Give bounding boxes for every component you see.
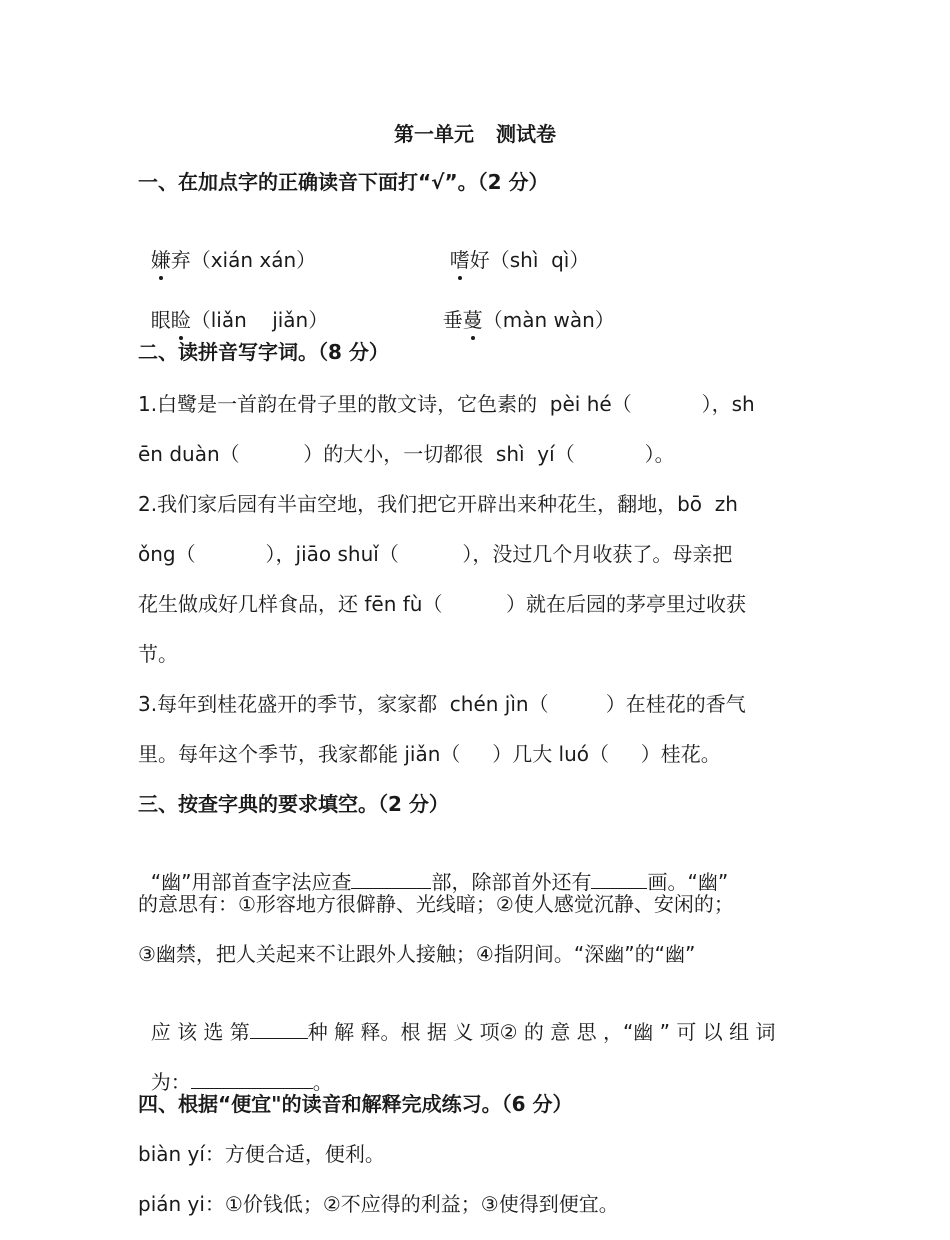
s3-text: 应 该 选 第 <box>150 1020 250 1044</box>
s3-line-2: 的意思有：①形容地方很僻静、光线暗；②使人感觉沉静、安闲的； <box>138 892 734 916</box>
s1-item-1[interactable] <box>138 218 316 274</box>
s4-line-2: pián yi：①价钱低；②不应得的利益；③使得到便宜。 <box>138 1192 619 1216</box>
s4-line-1: biàn yí：方便合适，便利。 <box>138 1142 385 1166</box>
s2-line[interactable]: 3.每年到桂花盛开的季节，家家都 chén jìn（ ）在桂花的香气 <box>138 692 746 716</box>
s1-item-2[interactable] <box>437 218 589 274</box>
dotted-char: 嗜 <box>449 248 470 272</box>
page-title <box>0 118 950 147</box>
s3-text: 。 <box>312 1070 333 1094</box>
s3-line-5 <box>138 1040 333 1096</box>
s3-line-1 <box>138 840 728 896</box>
answer-blank-strokes[interactable] <box>591 868 647 889</box>
s2-line[interactable]: ǒng（ ），jiāo shuǐ（ ），没过几个月收获了。母亲把 <box>138 542 733 566</box>
s2-line: 节。 <box>138 642 178 666</box>
title-test: 测试卷 <box>496 122 556 146</box>
answer-blank-meaning[interactable] <box>250 1018 308 1039</box>
s3-text: 部，除部首外还有 <box>431 870 592 894</box>
s1-item-4-pre: 垂 <box>442 308 463 332</box>
section-1-heading: 一、在加点字的正确读音下面打“√”。（2 分） <box>138 170 549 194</box>
s1-item-3[interactable] <box>138 278 328 334</box>
s3-text: 为： <box>150 1070 191 1094</box>
s1-item-2-text: 好（shì qì） <box>469 248 590 272</box>
s3-text: 画。“幽” <box>647 870 729 894</box>
section-4-heading: 四、根据“便宜"的读音和解释完成练习。（6 分） <box>138 1092 573 1116</box>
s2-line[interactable]: ēn duàn（ ）的大小，一切都很 shì yí（ ）。 <box>138 442 675 466</box>
section-2-heading: 二、读拼音写字词。（8 分） <box>138 340 389 364</box>
dotted-char: 睑 <box>170 308 191 332</box>
s2-line[interactable]: 花生做成好几样食品，还 fēn fù（ ）就在后园的茅亭里过收获 <box>138 592 747 616</box>
title-unit: 第一单元 <box>394 122 474 146</box>
answer-blank-word[interactable] <box>191 1068 313 1089</box>
s1-item-4[interactable] <box>430 278 615 334</box>
s1-item-1-text: 弃（xián xán） <box>170 248 317 272</box>
s1-item-3-text: （liǎn jiǎn） <box>190 308 329 332</box>
section-3-heading: 三、按查字典的要求填空。（2 分） <box>138 792 449 816</box>
answer-blank-radical[interactable] <box>351 868 431 889</box>
s3-text: “幽”用部首查字法应查 <box>150 870 352 894</box>
dotted-char: 蔓 <box>462 308 483 332</box>
s1-item-4-text: （màn wàn） <box>482 308 615 332</box>
s3-line-3: ③幽禁，把人关起来不让跟外人接触；④指阴间。“深幽”的“幽” <box>138 942 696 966</box>
s1-item-3-pre: 眼 <box>150 308 171 332</box>
s3-text: 种 解 释。根 据 义 项② 的 意 思 ，“幽 ” 可 以 组 词 <box>307 1020 776 1044</box>
s3-line-4 <box>138 990 775 1046</box>
dotted-char: 嫌 <box>150 248 171 272</box>
s2-line[interactable]: 1.白鹭是一首韵在骨子里的散文诗，它色素的 pèi hé（ ），sh <box>138 392 755 416</box>
s2-line[interactable]: 里。每年这个季节，我家都能 jiǎn（ ）几大 luó（ ）桂花。 <box>138 742 721 766</box>
s2-line[interactable]: 2.我们家后园有半亩空地，我们把它开辟出来种花生，翻地，bō zh <box>138 492 738 516</box>
